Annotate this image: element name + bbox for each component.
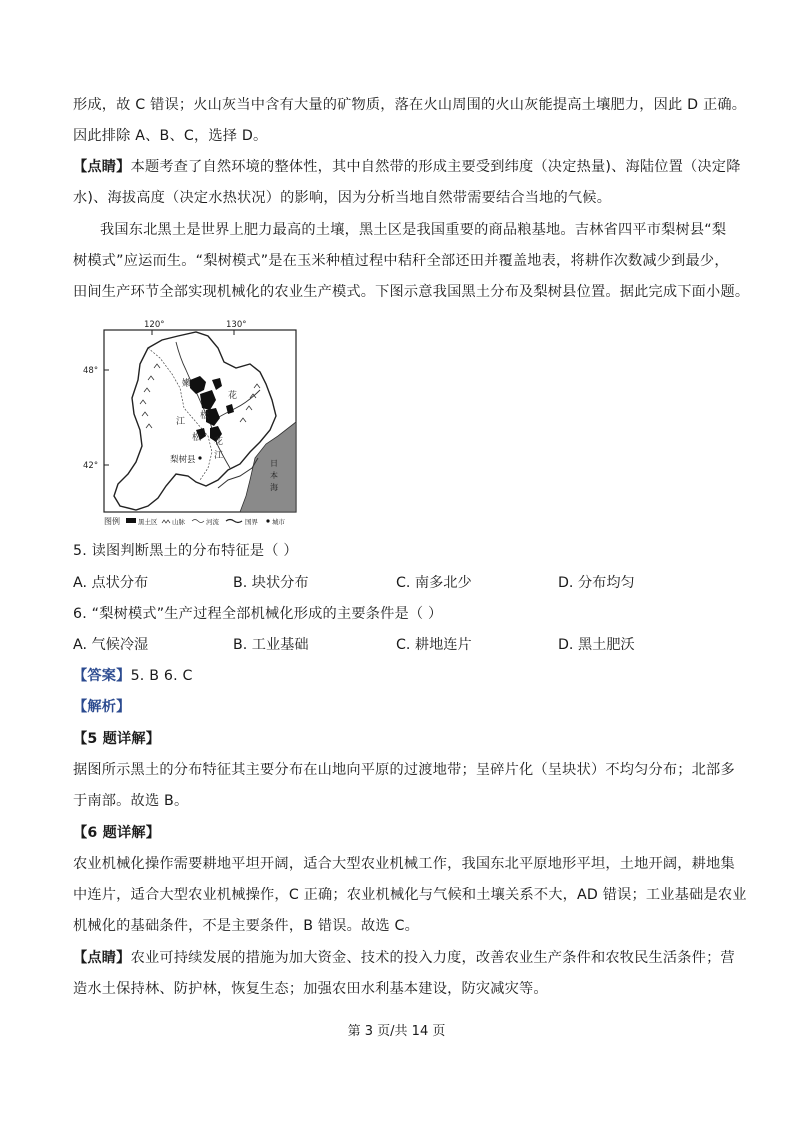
option-c: C. 耕地连片 xyxy=(396,637,472,653)
detail-6-line: 农业机械化操作需要耕地平坦开阔，适合大型农业机械工作，我国东北平原地形平坦，土地开阔，耕地集 xyxy=(73,856,735,872)
label-song2: 松 xyxy=(192,433,202,443)
label-jiang2: 江 xyxy=(214,451,224,461)
legend-mountain: 山脉 xyxy=(172,518,185,526)
lon-label-120: 120° xyxy=(144,320,165,330)
label-lishu: 梨树县 xyxy=(170,455,196,465)
black-soil-map xyxy=(83,318,300,530)
label-nen: 嫩 xyxy=(182,379,192,389)
legend-black-soil-swatch xyxy=(126,518,136,523)
legend-mountain-swatch xyxy=(162,520,170,523)
question-5-stem: 5. 读图判断黑土的分布特征是（ ） xyxy=(73,543,298,559)
question-5-options xyxy=(73,573,713,593)
analysis-tag: 【解析】 xyxy=(73,699,131,715)
dianjing-line: 造水土保持林、防护林，恢复生态；加强农田水利基本建设，防灾减灾等。 xyxy=(73,981,548,997)
legend-title: 图例 xyxy=(104,517,120,526)
lishu-city-dot xyxy=(198,456,201,459)
label-sea-1: 日 xyxy=(270,459,278,468)
answer-text: 5. B 6. C xyxy=(130,668,193,684)
dianjing-paragraph xyxy=(73,948,735,968)
option-a: A. 点状分布 xyxy=(73,575,149,591)
detail-5-line: 于南部。故选 B。 xyxy=(73,793,189,809)
option-c: C. 南多北少 xyxy=(396,575,472,591)
detail-6-line: 机械化的基础条件，不是主要条件，B 错误。故选 C。 xyxy=(73,918,419,934)
dianjing-paragraph xyxy=(73,157,741,177)
legend-city-swatch xyxy=(266,519,269,522)
label-sea-3: 海 xyxy=(270,483,278,492)
option-d: D. 黑土肥沃 xyxy=(558,637,635,653)
dianjing-text: 农业可持续发展的措施为加大资金、技术的投入力度，改善农业生产条件和农牧民生活条件；营 xyxy=(130,950,735,966)
detail-6-tag: 【6 题详解】 xyxy=(73,825,161,841)
detail-5-line: 据图所示黑土的分布特征其主要分布在山地向平原的过渡地带；呈碎片化（呈块状）不均匀分布；北部多 xyxy=(73,762,735,778)
option-b: B. 工业基础 xyxy=(233,637,309,653)
legend-river: 河流 xyxy=(206,518,219,526)
detail-5-tag: 【5 题详解】 xyxy=(73,731,161,747)
legend-border-swatch xyxy=(226,520,242,523)
paragraph-line: 因此排除 A、B、C，选择 D。 xyxy=(73,128,268,144)
legend-black-soil: 黑土区 xyxy=(138,518,158,526)
dianjing-text: 本题考查了自然环境的整体性，其中自然带的形成主要受到纬度（决定热量)、海陆位置（决定降 xyxy=(130,159,741,175)
question-6-stem: 6. “梨树模式”生产过程全部机械化形成的主要条件是（ ） xyxy=(73,606,443,622)
intro-line: 树模式”应运而生。“梨树模式”是在玉米种植过程中秸秆全部还田并覆盖地表，将耕作次数减少到最少， xyxy=(73,253,729,269)
label-song1: 松 xyxy=(200,411,210,421)
question-6-options xyxy=(73,635,713,655)
dianjing-tag: 【点睛】 xyxy=(73,159,131,175)
dianjing-line: 水)、海拔高度（决定水热状况）的影响，因为分析当地自然带需要结合当地的气候。 xyxy=(73,190,612,206)
intro-line: 田间生产环节全部实现机械化的农业生产模式。下图示意我国黑土分布及梨树县位置。据此完成下面小题。 xyxy=(73,284,750,300)
label-hua2: 花 xyxy=(214,437,224,447)
answer-line xyxy=(73,666,193,686)
legend-city: 城市 xyxy=(272,518,285,526)
lat-label-42: 42° xyxy=(83,461,99,471)
lat-label-48: 48° xyxy=(83,366,99,376)
intro-line: 我国东北黑土是世界上肥力最高的土壤，黑土区是我国重要的商品粮基地。吉林省四平市梨树县“梨 xyxy=(100,222,727,238)
label-hua1: 花 xyxy=(228,391,238,401)
label-sea-2: 本 xyxy=(270,471,278,480)
option-d: D. 分布均匀 xyxy=(558,575,635,591)
dianjing-tag: 【点睛】 xyxy=(73,950,131,966)
label-jiang: 江 xyxy=(176,417,186,427)
lon-label-130: 130° xyxy=(226,320,247,330)
detail-6-line: 中连片，适合大型农业机械操作，C 正确；农业机械化与气候和土壤关系不大，AD 错误；工业基础是农业 xyxy=(73,887,747,903)
page-footer: 第 3 页/共 14 页 xyxy=(347,1024,446,1039)
answer-tag: 【答案】 xyxy=(73,668,131,684)
legend-border: 国界 xyxy=(245,518,258,526)
option-a: A. 气候冷湿 xyxy=(73,637,149,653)
paragraph-line: 形成，故 C 错误；火山灰当中含有大量的矿物质，落在火山周围的火山灰能提高土壤肥力，因此 D 正确。 xyxy=(73,97,747,113)
option-b: B. 块状分布 xyxy=(233,575,309,591)
legend-river-swatch xyxy=(192,520,204,523)
